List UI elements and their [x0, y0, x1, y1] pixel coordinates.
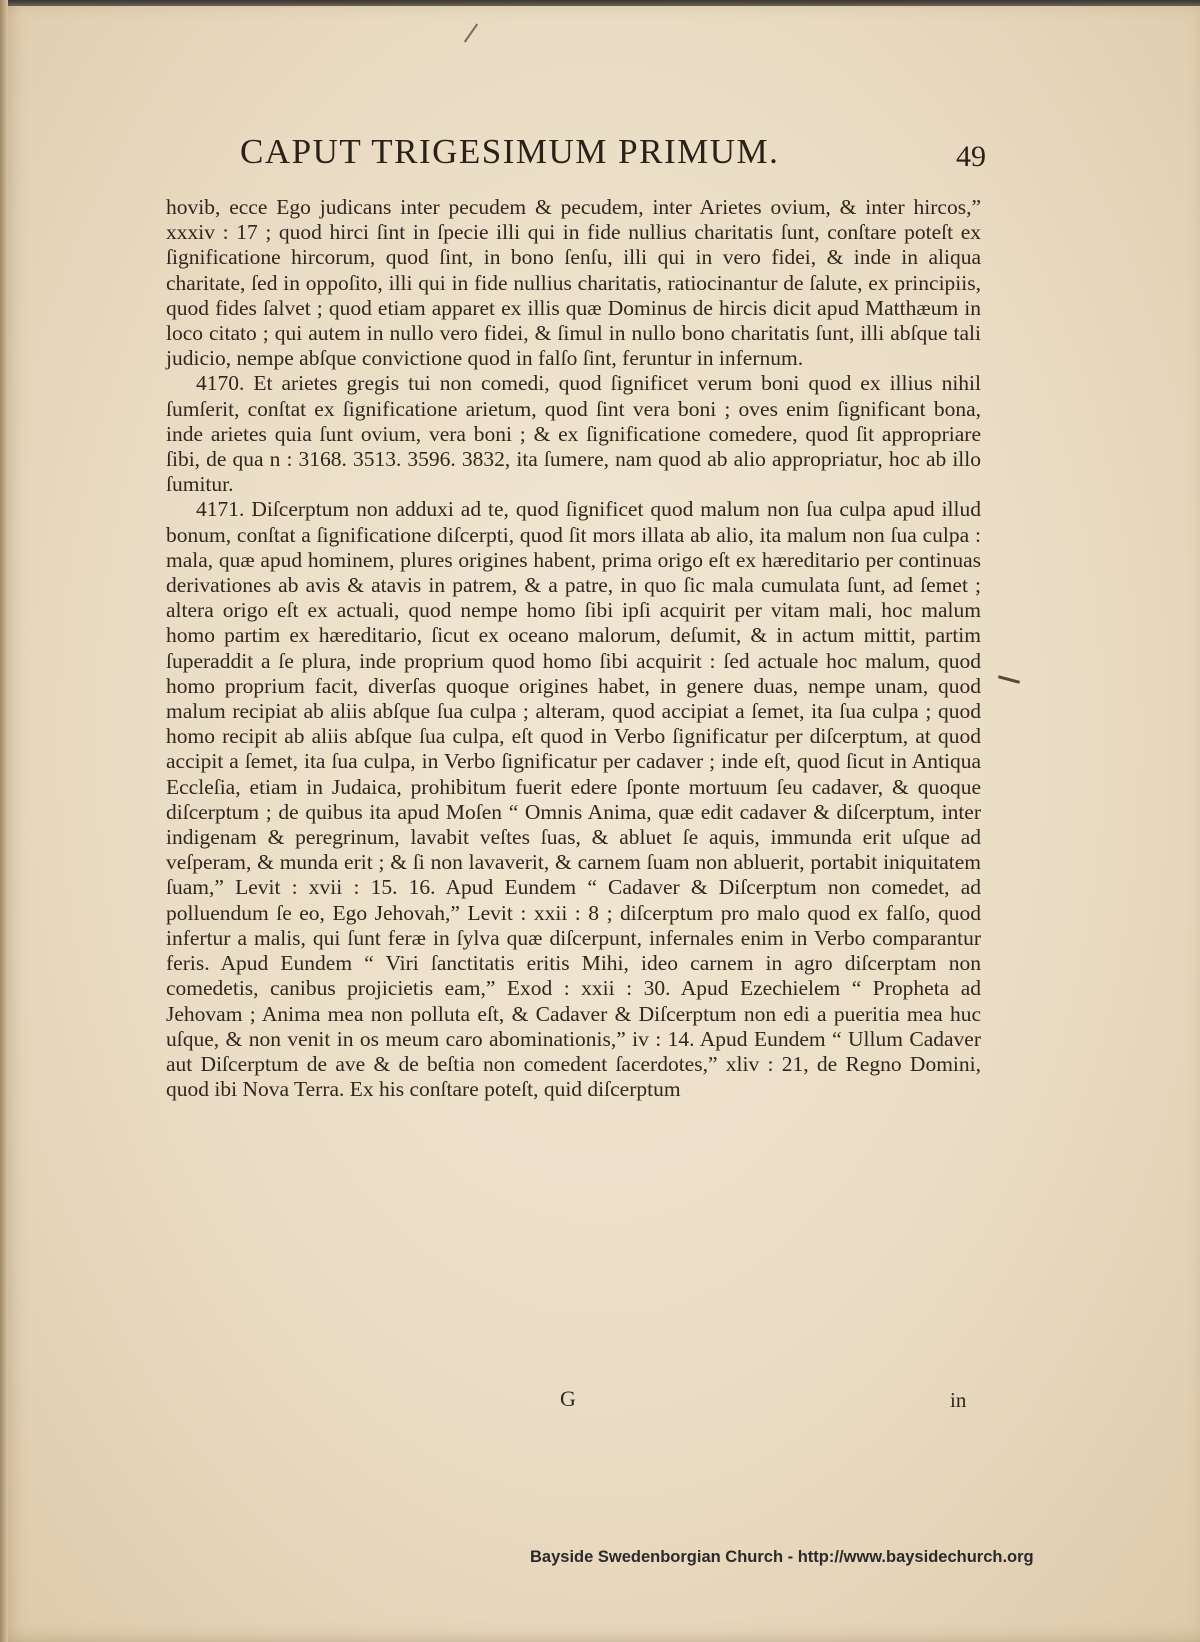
page-number: 49 — [956, 140, 986, 173]
paragraph-4171: 4171. Diſcerptum non adduxi ad te, quod ſignificet quod malum non ſua culpa apud illud bonum, conſtat a ſignificatione diſcerpti, quod ſit mors illata ab alio, ita malum non ſua culpa : mala, quæ apud hominem, plures origines habent, prima origo eſt ex hæreditario per continuas derivationes ab avis & atavis in patrem, & a patre, in quo ſic mala cumulata ſunt, ad ſemet ; altera origo eſt ex actuali, quod nempe homo ſibi ipſi acquirit per vitam mali, hoc malum homo partim ex hæreditario, ſicut ex oceano malorum, deſumit, & in actum mittit, partim ſuperaddit a ſe plura, inde proprium quod homo ſibi acquirit : ſed actuale hoc malum, quod homo proprium facit, diverſas quoque origines habet, in genere duas, nempe unam, quod malum recipiat ab aliis abſque ſua culpa ; alteram, quod accipiat a ſemet, ita ſua culpa ; quod homo recipit ab aliis abſque ſua culpa, eſt quod in Verbo ſignificatur per diſcerptum, at quod accipit a ſemet, ita ſua culpa, in Verbo ſignificatur per cadaver ; inde eſt, quod ſicut in Antiqua Eccleſia, etiam in Judaica, prohibitum fuerit edere ſponte mortuum ſeu cadaver, & quoque diſcerptum ; de quibus ita apud Moſen “ Omnis Anima, quæ edit cadaver & diſcerptum, inter indigenam & peregrinum, lavabit veſtes ſuas, & abluet ſe aquis, immunda erit uſque ad veſperam, & munda erit ; & ſi non lavaverit, & carnem ſuam non abluerit, portabit iniquitatem ſuam,” Levit : xvii : 15. 16. Apud Eundem “ Cadaver & Diſcerptum non comedet, ad polluendum ſe eo, Ego Jehovah,” Levit : xxii : 8 ; diſcerptum pro malo quod ex falſo, quod infertur a malis, qui ſunt feræ in ſylva quæ diſcerpunt, infernales enim in Verbo comparantur feris. Apud Eundem “ Viri ſanctitatis eritis Mihi, ideo carnem in agro diſcerptam non comedetis, canibus projicietis eam,” Exod : xxii : 30. Apud Ezechielem “ Propheta ad Jehovam ; Anima mea non polluta eſt, & Cadaver & Diſcerptum non edi a pueritia mea huc uſque, & non venit in os meum caro abominationis,” iv : 14. Apud Eundem “ Ullum Cadaver aut Diſcerptum de ave & de beſtia non comedent ſacerdotes,” xliv : 21, de Regno Domini, quod ibi Nova Terra. Ex his conſtare poteſt, quid diſcerptum — [166, 497, 981, 1102]
body-text — [166, 195, 981, 1102]
signature-mark: G — [560, 1386, 576, 1411]
paragraph-continuation: hovib, ecce Ego judicans inter pecudem & pecudem, inter Arietes ovium, & inter hircos,” xxxiv : 17 ; quod hirci ſint in ſpecie illi qui in fide nullius charitatis ſunt, conſtare poteſt ex ſignificatione hircorum, quod ſint, in bono ſenſu, illi qui in vero fidei, & inde in aliqua charitate, ſed in oppoſito, illi qui in fide nullius charitatis, ratiocinantur de ſalute, ex principiis, quod fides ſalvet ; quod etiam apparet ex illis quæ Dominus de hircis dicit apud Matthæum in loco citato ; qui autem in nullo vero fidei, & ſimul in nullo bono charitatis ſunt, illi abſque tali judicio, nempe abſque convictione quod in falſo ſint, feruntur in infernum. — [166, 195, 981, 371]
page-binding-edge — [0, 0, 8, 1642]
running-title: CAPUT TRIGESIMUM PRIMUM. — [240, 132, 780, 171]
pencil-mark — [464, 23, 478, 42]
page-header — [160, 132, 1010, 180]
margin-mark — [998, 675, 1020, 684]
watermark-text: Bayside Swedenborgian Church - http://www.baysidechurch.org — [530, 1548, 1034, 1566]
paragraph-4170: 4170. Et arietes gregis tui non comedi, quod ſignificet verum boni quod ex illius nihil ſumſerit, conſtat ex ſignificatione arietum, quod ſint vera boni ; oves enim ſignificant bona, inde arietes quia ſunt ovium, vera boni ; & ex ſignificatione comedere, quod ſit appropriare ſibi, de qua n : 3168. 3513. 3596. 3832, ita ſumere, nam quod ab alio appropriatur, hoc ab illo ſumitur. — [166, 371, 981, 497]
catchword: in — [950, 1388, 967, 1412]
page-top-edge — [0, 0, 1200, 6]
